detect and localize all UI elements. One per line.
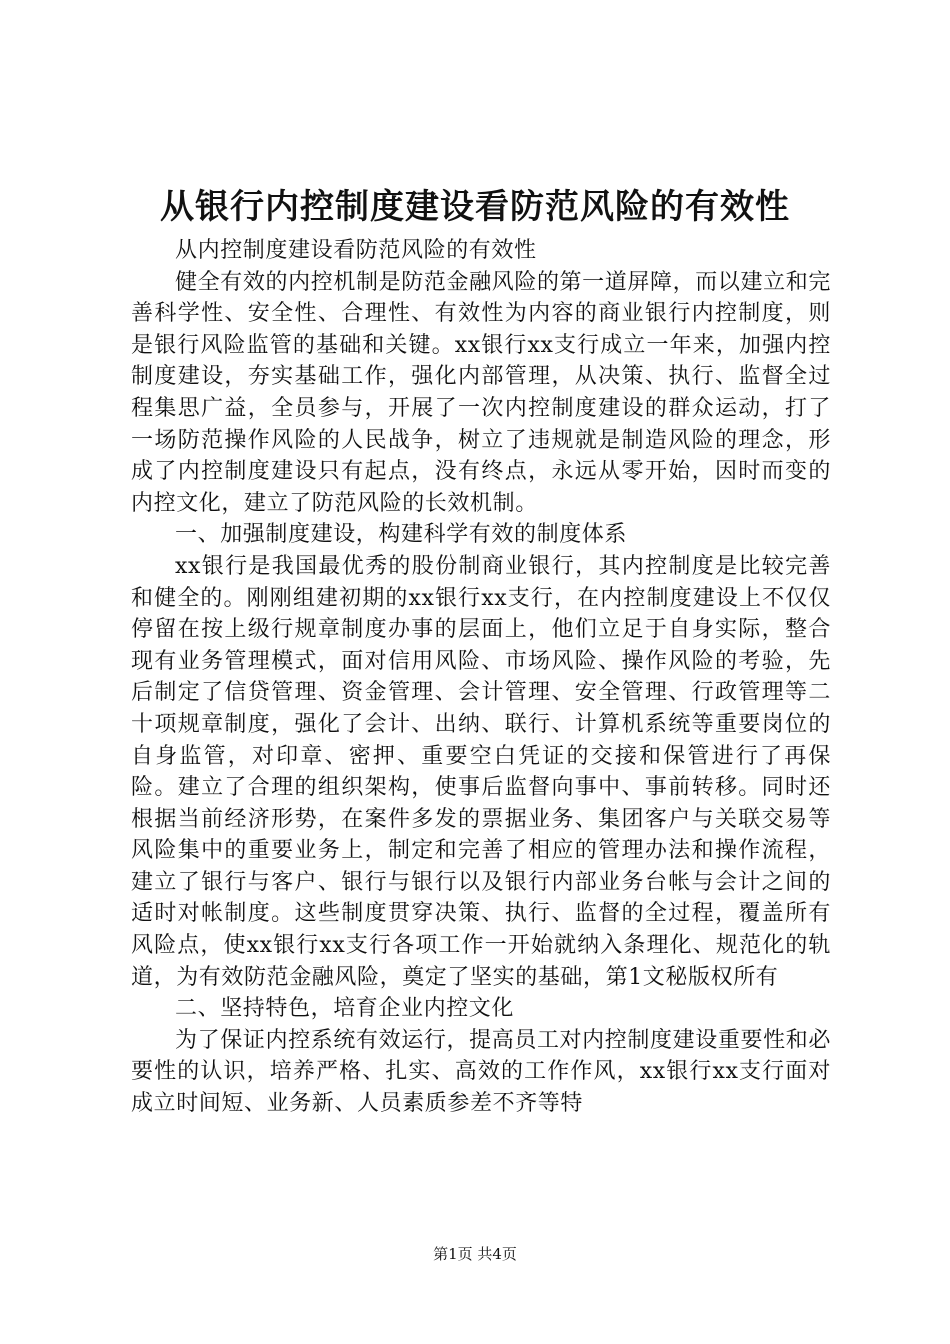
page-indicator: 第1页 共4页 xyxy=(433,1245,517,1263)
section-1-paragraph: xx银行是我国最优秀的股份制商业银行，其内控制度是比较完善和健全的。刚刚组建初期的xx银行xx支行，在内控制度建设上不仅仅停留在按上级行规章制度办事的层面上，他们立足于自身实际，整合现有业务管理模式，面对信用风险、市场风险、操作风险的考验，先后制定了信贷管理、资金管理、会计管理、安全管理、行政管理等二十项规章制度，强化了会计、出纳、联行、计算机系统等重要岗位的自身监管，对印章、密押、重要空白凭证的交接和保管进行了再保险。建立了合理的组织架构，使事后监督向事中、事前转移。同时还根据当前经济形势，在案件多发的票据业务、集团客户与关联交易等风险集中的重要业务上，制定和完善了相应的管理办法和操作流程，建立了银行与客户、银行与银行以及银行内部业务台帐与会计之间的适时对帐制度。这些制度贯穿决策、执行、监督的全过程，覆盖所有风险点，使xx银行xx支行各项工作一开始就纳入条理化、规范化的轨道，为有效防范金融风险，奠定了坚实的基础，第1文秘版权所有 xyxy=(131,553,831,990)
intro-paragraph: 健全有效的内控机制是防范金融风险的第一道屏障，而以建立和完善科学性、安全性、合理性、有效性为内容的商业银行内控制度，则是银行风险监管的基础和关键。xx银行xx支行成立一年来，加强内控制度建设，夯实基础工作，强化内部管理，从决策、执行、监督全过程集思广益，全员参与，开展了一次内控制度建设的群众运动，打了一场防范操作风险的人民战争，树立了违规就是制造风险的理念，形成了内控制度建设只有起点，没有终点，永远从零开始，因时而变的内控文化，建立了防范风险的长效机制。 xyxy=(131,269,831,516)
document-subtitle: 从内控制度建设看防范风险的有效性 xyxy=(175,238,537,263)
section-2-heading: 二、坚持特色，培育企业内控文化 xyxy=(175,996,515,1022)
document-body xyxy=(131,235,831,1120)
section-2-paragraph: 为了保证内控系统有效运行，提高员工对内控制度建设重要性和必要性的认识，培养严格、扎实、高效的工作作风，xx银行xx支行面对成立时间短、业务新、人员素质参差不齐等特 xyxy=(131,1027,831,1117)
document-title: 从银行内控制度建设看防范风险的有效性 xyxy=(160,187,790,227)
section-1-heading: 一、加强制度建设，构建科学有效的制度体系 xyxy=(175,522,628,548)
